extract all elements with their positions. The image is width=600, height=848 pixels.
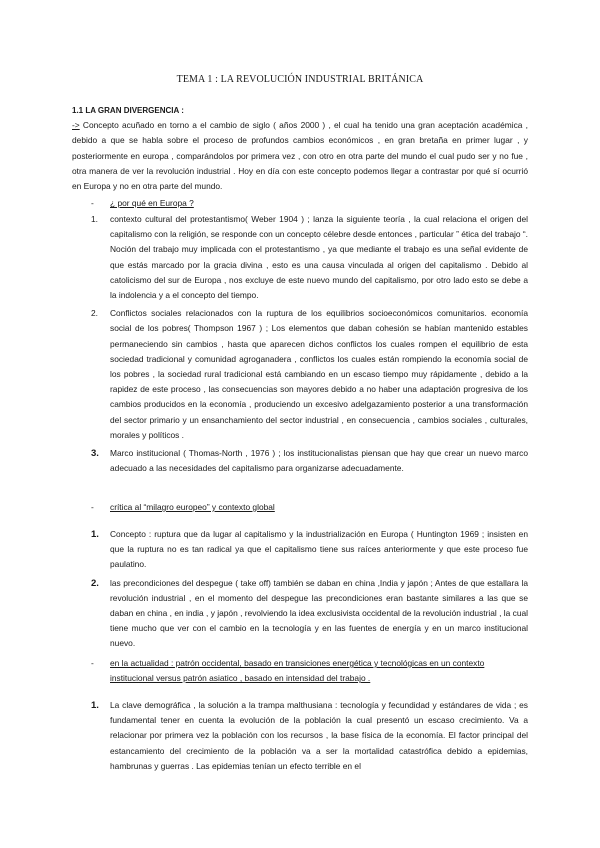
arrow-marker: ->: [72, 120, 80, 131]
list-item: [72, 446, 528, 476]
list-marker: 1.: [91, 214, 98, 224]
section-1-1: [72, 103, 528, 194]
intro-text: Concepto acuñado en torno a el cambio de siglo ( años 2000 ) , el cual ha tenido una gran aceptación académica , debido a que se habla sobre el proceso de profundos cambios económicos , en gran bretaña en primer lugar , y posteriormente en europa , comparándolos por primera vez , con otro en otra parte del mundo el cual pudo ser y no fue , otra manera de ver la revolución industrial . Hoy en día con este concepto podemos llegar a contrastar por qué sí ocurrió en Europa y no en otra parte del mundo.: [72, 120, 528, 192]
list-marker: 1.: [91, 700, 99, 711]
critique-heading: crítica al “milagro europeo” y contexto global: [110, 502, 275, 512]
critique-heading-item: [72, 500, 528, 515]
intro-paragraph: [72, 118, 528, 194]
list-marker: 2.: [91, 577, 99, 589]
why-europe-heading: ¿ por qué en Europa ?: [110, 198, 194, 208]
list-item: [72, 306, 528, 443]
why-europe-heading-item: [72, 196, 528, 211]
why-europe-list: [72, 212, 528, 479]
list-item: [72, 212, 528, 303]
dash-bullet: -: [91, 502, 94, 512]
page-title: TEMA 1 : LA REVOLUCIÓN INDUSTRIAL BRITÁNICA: [176, 74, 424, 85]
today-heading-item: [72, 656, 528, 686]
dash-bullet: -: [91, 658, 94, 668]
section-heading: 1.1 LA GRAN DIVERGENCIA :: [72, 106, 184, 115]
list-item-text: Conflictos sociales relacionados con la ruptura de los equilibrios socioeconómicos comunitarios. economía social de los pobres( Thompson 1967 ) ; Los elementos que daban cohesión se habían mantenido estables permaneciendo sin cambios , hasta que aparecen dichos conflictos los cuales rompen el equilibrio de esta sociedad tradicional y comunidad agroganadera , conflictos los cuales están rompiendo la economía social de los pobres , la sociedad rural tradicional está cambiando en un escaso tiempo muy rápidamente , debido a la rapidez de este proceso , las consecuencias son mayores debido a no haber una adaptación progresiva de los cambios producidos en la economía , produciendo un excesivo adelgazamiento posterior a una transformación del sector primario y un ensanchamiento del sector industrial , en consecuencia , cambios sociales , culturales, morales y políticos .: [110, 308, 528, 440]
list-item-text: Marco institucional ( Thomas-North , 1976 ) ; los institucionalistas piensan que hay que crear un nuevo marco adecuado a las necesidades del capitalismo para organizarse adecuadamente.: [110, 448, 528, 474]
list-marker: 2.: [91, 308, 98, 319]
critique-list: [72, 527, 528, 655]
list-item: [72, 527, 528, 573]
today-list: [72, 698, 528, 777]
list-item: [72, 576, 528, 652]
today-heading: en la actualidad : patrón occidental, basado en transiciones energética y tecnológicas en un contexto institucional versus patrón asiatico , basado en intensidad del trabajo .: [110, 658, 485, 684]
dash-bullet: -: [91, 198, 94, 208]
list-item-text: La clave demográfica , la solución a la trampa malthusiana : tecnología y fecundidad y estándares de vida ; es fundamental tener en cuenta la evolución de la población la cual presentó un escaso crecimiento. Va a relacionar por primera vez la población con los recursos , la base física de la economía. El factor principal del estancamiento del crecimiento de la población va a ser la mortalidad catastrófica debido a epidemias, hambrunas y guerras . Las epidemias tenían un efecto terrible en el: [110, 700, 528, 771]
list-marker: 3.: [91, 448, 99, 460]
list-item-text: contexto cultural del protestantismo( Weber 1904 ) ; lanza la siguiente teoría , la cual relaciona el origen del capitalismo con la religión, se responde con un concepto célebre desde entonces , particular ” ética del trabajo “. Noción del trabajo muy implicada con el protestantismo , ya que mediante el trabajo es una señal evidente de que estás marcado por la gracia divina , esto es una causa vinculada al origen del capitalismo . Debido al catolicismo del sur de Europa , nos excluye de este nuevo mundo del capitalismo, por otro lado esto se debe a la indolencia y a el concepto del tiempo.: [110, 214, 528, 301]
list-item-text: las precondiciones del despegue ( take off) también se daban en china ,India y japón ; Antes de que estallara la revolución industrial , en el momento del despegue las precondiciones eran bastante similares a las que se daban en china , en india , y japón , revolviendo la idea exclusivista occidental de la revolución industrial , la cual tiene mucho que ver con el cambio en la tecnología y en las fuentes de energía y en un marco institucional nuevo.: [110, 577, 528, 649]
list-marker: 1.: [91, 529, 99, 540]
list-item-text: Concepto : ruptura que da lugar al capitalismo y la industrialización en Europa ( Huntington 1969 ; insisten en que la ruptura no es tan radical ya que el capitalismo tiene sus raíces anteriormente y que este proceso fue paulatino.: [110, 529, 528, 570]
list-item: [72, 698, 528, 774]
